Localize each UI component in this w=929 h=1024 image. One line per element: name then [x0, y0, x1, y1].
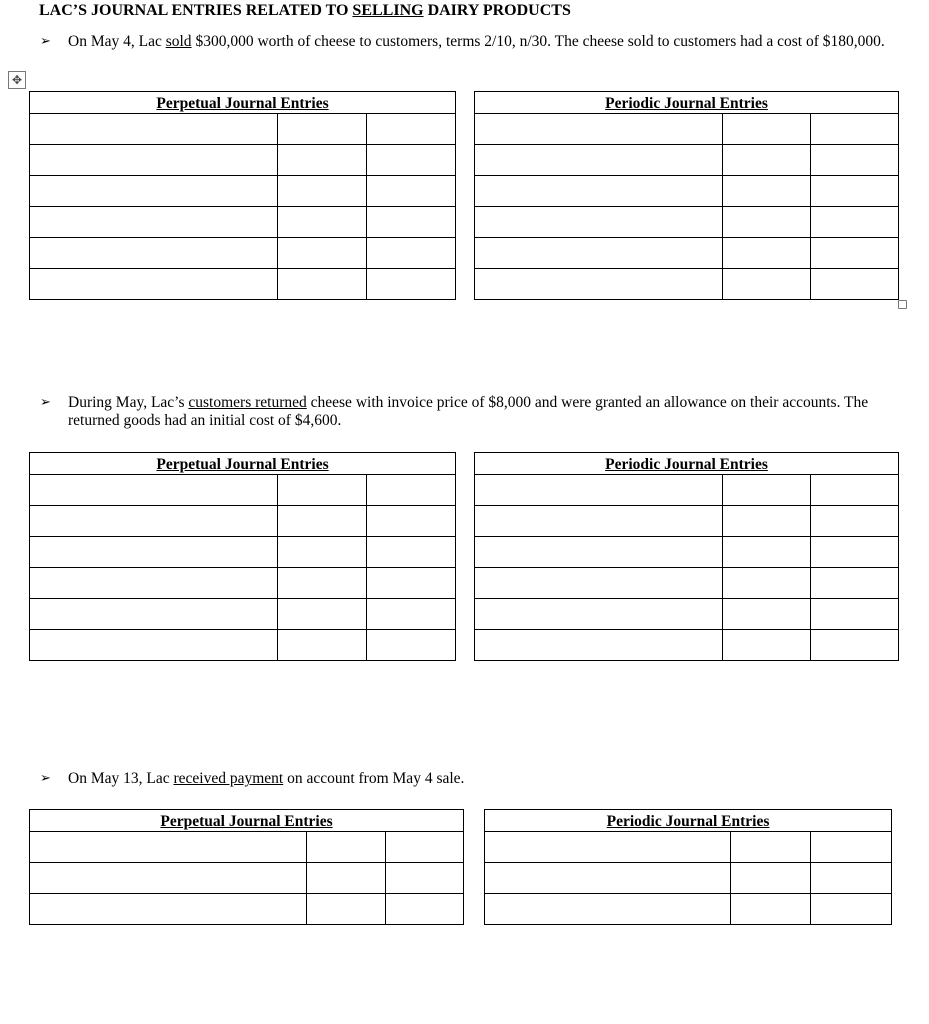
debit-cell[interactable] — [278, 599, 367, 630]
table-row — [475, 630, 899, 661]
credit-cell[interactable] — [811, 894, 892, 925]
perpetual-header: Perpetual Journal Entries — [30, 453, 456, 475]
account-cell[interactable] — [475, 176, 723, 207]
resize-icon[interactable] — [898, 300, 907, 309]
periodic-header: Periodic Journal Entries — [485, 810, 892, 832]
table-row — [475, 599, 899, 630]
table-row — [30, 207, 456, 238]
table-row — [475, 537, 899, 568]
table-row — [30, 114, 456, 145]
table-row — [485, 832, 892, 863]
table-row — [475, 207, 899, 238]
credit-cell[interactable] — [811, 238, 899, 269]
section-3-text — [68, 770, 898, 788]
table-row — [30, 832, 464, 863]
credit-cell[interactable] — [367, 207, 456, 238]
credit-cell[interactable] — [811, 475, 899, 506]
table-row — [475, 506, 899, 537]
section-3-underlined: received payment — [173, 770, 284, 787]
table-row — [30, 269, 456, 300]
table-row — [485, 894, 892, 925]
credit-cell[interactable] — [367, 114, 456, 145]
periodic-header: Periodic Journal Entries — [475, 92, 899, 114]
table-row — [485, 863, 892, 894]
table-row — [475, 176, 899, 207]
periodic-table-3 — [484, 809, 892, 925]
account-cell[interactable] — [475, 475, 723, 506]
account-cell[interactable] — [30, 207, 278, 238]
account-cell[interactable] — [30, 114, 278, 145]
account-cell[interactable] — [485, 894, 731, 925]
credit-cell[interactable] — [386, 863, 464, 894]
debit-cell[interactable] — [723, 599, 811, 630]
credit-cell[interactable] — [367, 537, 456, 568]
credit-cell[interactable] — [367, 145, 456, 176]
credit-cell[interactable] — [811, 114, 899, 145]
document-title — [39, 2, 571, 20]
section-1-underlined: sold — [165, 33, 192, 50]
table-row — [30, 568, 456, 599]
bullet-arrow-icon: ➢ — [40, 771, 51, 786]
debit-cell[interactable] — [278, 630, 367, 661]
credit-cell[interactable] — [811, 863, 892, 894]
credit-cell[interactable] — [367, 630, 456, 661]
section-2-text-before: During May, Lac’s — [68, 394, 189, 411]
debit-cell[interactable] — [723, 630, 811, 661]
section-2-underlined: customers returned — [188, 394, 307, 411]
account-cell[interactable] — [485, 832, 731, 863]
section-2-text — [68, 394, 898, 430]
table-row — [475, 568, 899, 599]
table-row — [30, 863, 464, 894]
debit-cell[interactable] — [278, 506, 367, 537]
title-suffix: DAIRY PRODUCTS — [423, 2, 571, 19]
credit-cell[interactable] — [367, 475, 456, 506]
perpetual-table-1 — [29, 91, 456, 300]
debit-cell[interactable] — [307, 832, 386, 863]
account-cell[interactable] — [475, 537, 723, 568]
credit-cell[interactable] — [386, 832, 464, 863]
debit-cell[interactable] — [723, 176, 811, 207]
periodic-table-2 — [474, 452, 899, 661]
account-cell[interactable] — [30, 863, 307, 894]
debit-cell[interactable] — [307, 863, 386, 894]
perpetual-table-3 — [29, 809, 464, 925]
credit-cell[interactable] — [811, 832, 892, 863]
debit-cell[interactable] — [278, 114, 367, 145]
debit-cell[interactable] — [723, 568, 811, 599]
bullet-arrow-icon: ➢ — [40, 34, 51, 49]
account-cell[interactable] — [475, 506, 723, 537]
debit-cell[interactable] — [278, 537, 367, 568]
table-row — [30, 145, 456, 176]
table-row — [475, 114, 899, 145]
debit-cell[interactable] — [723, 114, 811, 145]
section-2-text-after: cheese with invoice price of $8,000 and were granted an allowance on their accounts. The returned goods had an initial cost of $4,600. — [68, 394, 869, 429]
credit-cell[interactable] — [367, 506, 456, 537]
credit-cell[interactable] — [811, 537, 899, 568]
account-cell[interactable] — [485, 863, 731, 894]
debit-cell[interactable] — [731, 832, 811, 863]
credit-cell[interactable] — [811, 145, 899, 176]
debit-cell[interactable] — [278, 475, 367, 506]
section-1-text — [68, 33, 898, 51]
periodic-table-1 — [474, 91, 899, 300]
section-1-text-before: On May 4, Lac — [68, 33, 166, 50]
account-cell[interactable] — [30, 568, 278, 599]
account-cell[interactable] — [30, 537, 278, 568]
perpetual-header: Perpetual Journal Entries — [30, 92, 456, 114]
account-cell[interactable] — [30, 894, 307, 925]
credit-cell[interactable] — [811, 269, 899, 300]
title-prefix: LAC’S JOURNAL ENTRIES RELATED TO — [39, 2, 353, 19]
title-underlined-word: SELLING — [352, 2, 424, 19]
table-row — [30, 537, 456, 568]
account-cell[interactable] — [475, 207, 723, 238]
debit-cell[interactable] — [723, 475, 811, 506]
credit-cell[interactable] — [386, 894, 464, 925]
table-row — [475, 475, 899, 506]
credit-cell[interactable] — [811, 599, 899, 630]
account-cell[interactable] — [475, 269, 723, 300]
table-row — [30, 630, 456, 661]
perpetual-table-2 — [29, 452, 456, 661]
account-cell[interactable] — [30, 599, 278, 630]
debit-cell[interactable] — [723, 537, 811, 568]
account-cell[interactable] — [475, 145, 723, 176]
periodic-header: Periodic Journal Entries — [475, 453, 899, 475]
debit-cell[interactable] — [278, 238, 367, 269]
bullet-arrow-icon: ➢ — [40, 395, 51, 410]
credit-cell[interactable] — [367, 176, 456, 207]
section-3-text-before: On May 13, Lac — [68, 770, 174, 787]
credit-cell[interactable] — [811, 176, 899, 207]
credit-cell[interactable] — [367, 238, 456, 269]
debit-cell[interactable] — [278, 207, 367, 238]
credit-cell[interactable] — [367, 568, 456, 599]
table-row — [475, 269, 899, 300]
perpetual-header: Perpetual Journal Entries — [30, 810, 464, 832]
debit-cell[interactable] — [723, 269, 811, 300]
credit-cell[interactable] — [811, 630, 899, 661]
move-icon[interactable]: ✥ — [8, 71, 26, 89]
section-1-text-after: $300,000 worth of cheese to customers, terms 2/10, n/30. The cheese sold to customers had a cost of $180,000. — [191, 33, 885, 50]
account-cell[interactable] — [30, 475, 278, 506]
debit-cell[interactable] — [723, 145, 811, 176]
table-row — [475, 145, 899, 176]
credit-cell[interactable] — [811, 207, 899, 238]
table-row — [30, 176, 456, 207]
table-row — [475, 238, 899, 269]
credit-cell[interactable] — [811, 506, 899, 537]
credit-cell[interactable] — [811, 568, 899, 599]
account-cell[interactable] — [30, 506, 278, 537]
table-row — [30, 238, 456, 269]
account-cell[interactable] — [30, 176, 278, 207]
account-cell[interactable] — [475, 630, 723, 661]
account-cell[interactable] — [30, 832, 307, 863]
table-row — [30, 599, 456, 630]
debit-cell[interactable] — [723, 207, 811, 238]
debit-cell[interactable] — [278, 568, 367, 599]
table-row — [30, 475, 456, 506]
account-cell[interactable] — [30, 238, 278, 269]
table-row — [30, 506, 456, 537]
debit-cell[interactable] — [723, 238, 811, 269]
table-row — [30, 894, 464, 925]
debit-cell[interactable] — [731, 863, 811, 894]
account-cell[interactable] — [475, 568, 723, 599]
credit-cell[interactable] — [367, 599, 456, 630]
account-cell[interactable] — [475, 599, 723, 630]
debit-cell[interactable] — [307, 894, 386, 925]
account-cell[interactable] — [30, 145, 278, 176]
debit-cell[interactable] — [278, 145, 367, 176]
account-cell[interactable] — [475, 238, 723, 269]
debit-cell[interactable] — [278, 269, 367, 300]
debit-cell[interactable] — [278, 176, 367, 207]
account-cell[interactable] — [475, 114, 723, 145]
debit-cell[interactable] — [723, 506, 811, 537]
account-cell[interactable] — [30, 269, 278, 300]
section-3-text-after: on account from May 4 sale. — [283, 770, 465, 787]
account-cell[interactable] — [30, 630, 278, 661]
debit-cell[interactable] — [731, 894, 811, 925]
credit-cell[interactable] — [367, 269, 456, 300]
